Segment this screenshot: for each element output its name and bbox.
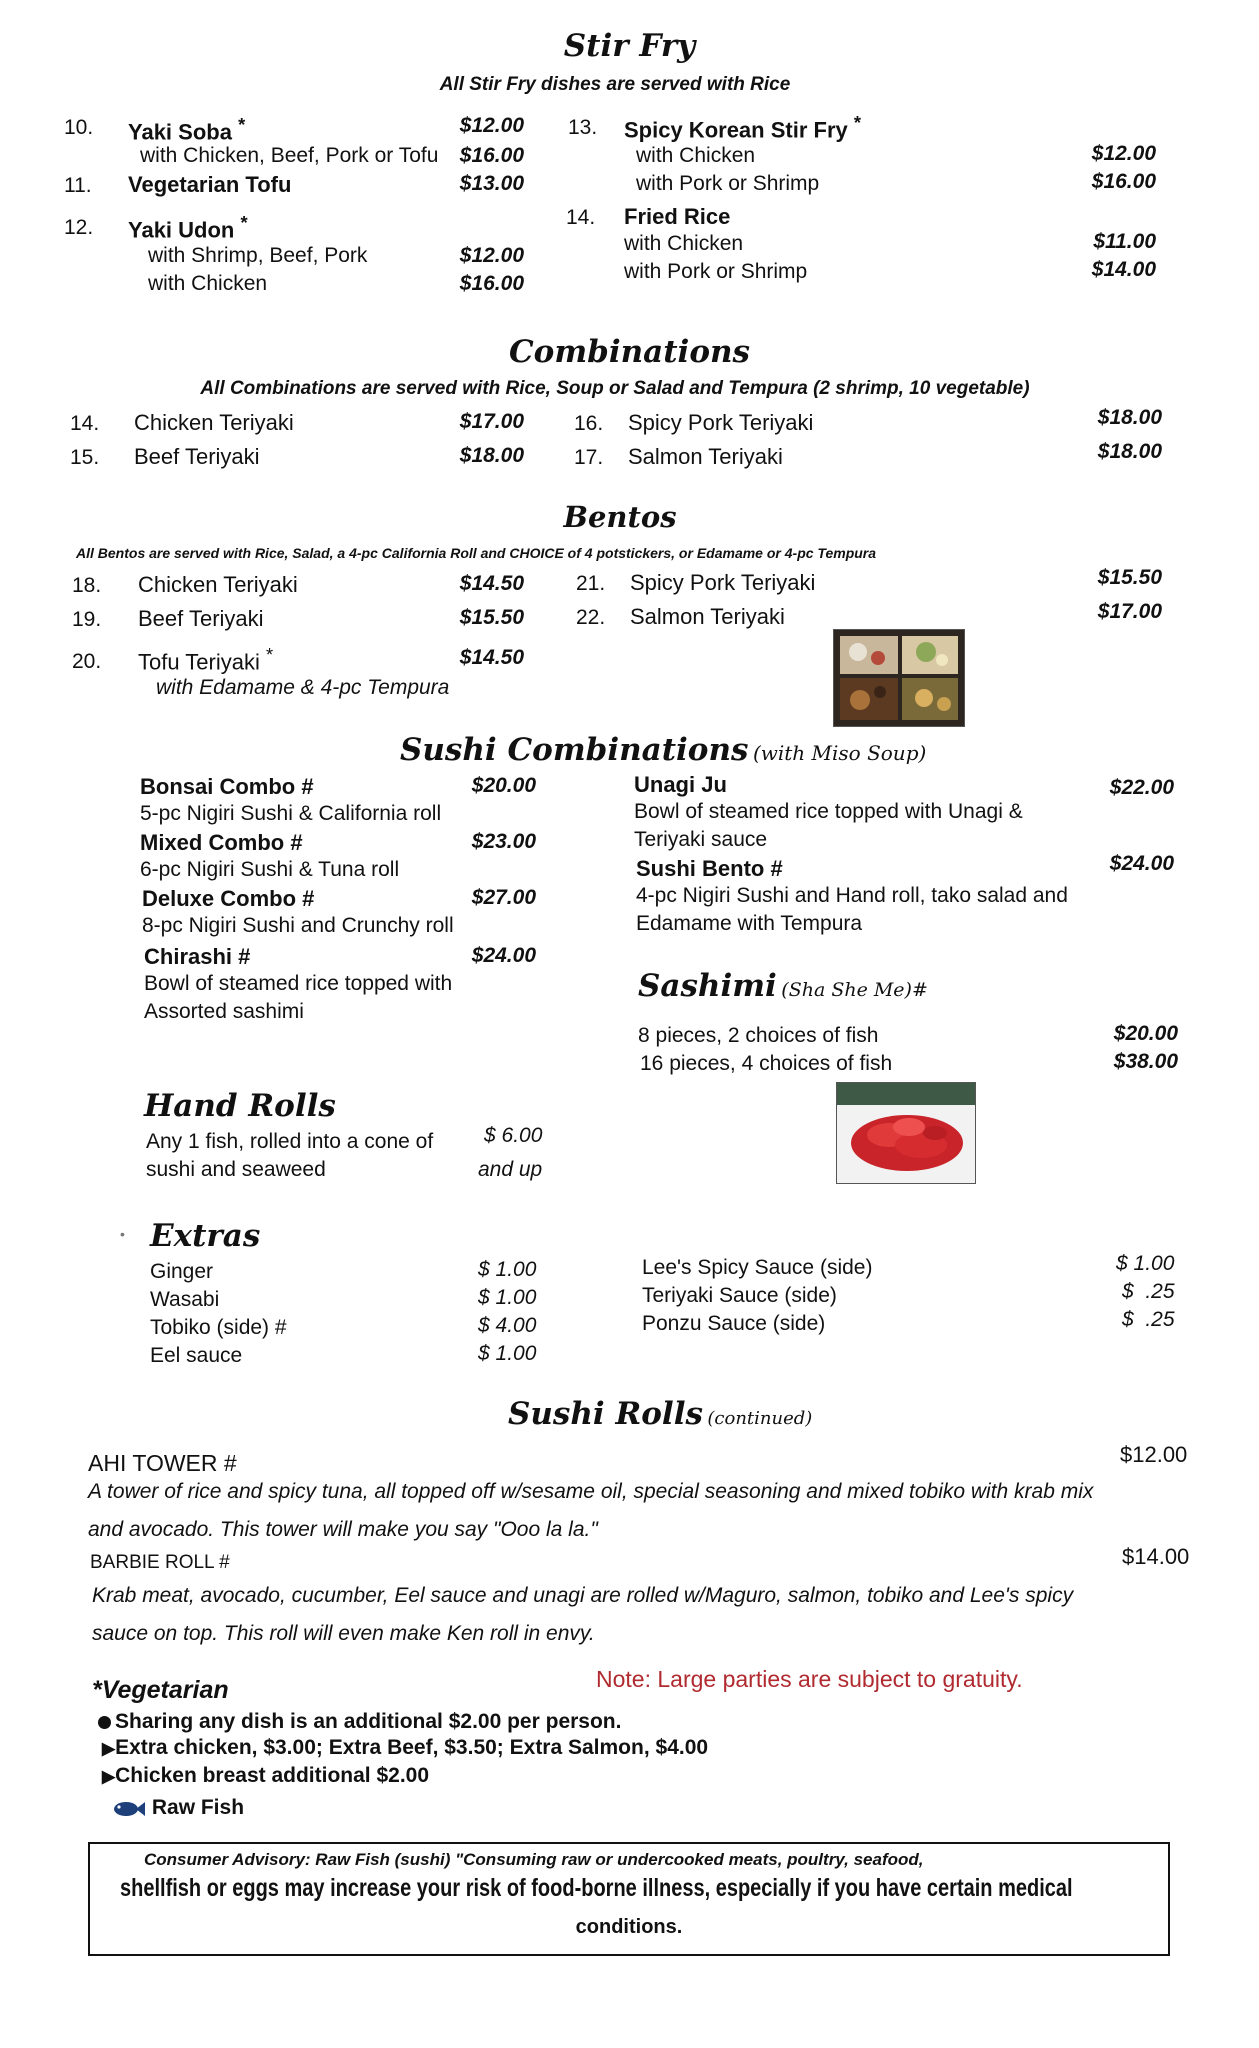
item-description: 4-pc Nigiri Sushi and Hand roll, tako salad and bbox=[636, 884, 1068, 907]
item-price: $12.00 bbox=[459, 244, 524, 267]
sushi-combinations-title: Sushi Combinations bbox=[400, 732, 749, 768]
stir-fry-title: Stir Fry bbox=[563, 28, 696, 64]
bento-salmon-teriyaki: Salmon Teriyaki bbox=[630, 604, 785, 629]
item-option: with Chicken bbox=[636, 144, 756, 167]
extra-item: Tobiko (side) # bbox=[150, 1316, 287, 1339]
extras-title: Extras bbox=[150, 1218, 261, 1254]
extra-price: $ 1.00 bbox=[478, 1286, 537, 1309]
item-number: 17. bbox=[574, 446, 604, 469]
item-price: $12.00 bbox=[1091, 142, 1156, 165]
bento-tofu-teriyaki: Tofu Teriyaki * bbox=[138, 644, 274, 675]
combo-salmon-teriyaki: Salmon Teriyaki bbox=[628, 444, 783, 469]
item-price: $38.00 bbox=[1113, 1050, 1178, 1073]
hand-rolls-description: sushi and seaweed bbox=[146, 1158, 326, 1181]
item-price: $16.00 bbox=[459, 144, 524, 167]
sashimi-title: Sashimi bbox=[638, 968, 777, 1004]
mixed-combo-name: Mixed Combo # bbox=[140, 830, 303, 855]
fried-rice-name: Fried Rice bbox=[624, 204, 731, 229]
bento-chicken-teriyaki: Chicken Teriyaki bbox=[138, 572, 298, 597]
item-price: $24.00 bbox=[471, 944, 536, 967]
extra-item: Lee's Spicy Sauce (side) bbox=[642, 1256, 873, 1279]
item-description: sauce on top. This roll will even make Ken roll in envy. bbox=[92, 1622, 595, 1645]
item-description: 8-pc Nigiri Sushi and Crunchy roll bbox=[142, 914, 454, 937]
item-price: $13.00 bbox=[459, 172, 524, 195]
item-description: 6-pc Nigiri Sushi & Tuna roll bbox=[140, 858, 400, 881]
item-number: 16. bbox=[574, 412, 604, 435]
deluxe-combo-name: Deluxe Combo # bbox=[142, 886, 315, 911]
sushi-rolls-heading bbox=[508, 1396, 812, 1432]
barbie-roll-name: BARBIE ROLL # bbox=[90, 1552, 230, 1573]
item-price: $17.00 bbox=[1097, 600, 1162, 623]
extra-item: Wasabi bbox=[150, 1288, 220, 1311]
bento-spicy-pork-teriyaki: Spicy Pork Teriyaki bbox=[630, 570, 816, 595]
arrow-bullet-icon: ▶ bbox=[102, 1739, 116, 1758]
sashimi-photo bbox=[836, 1082, 976, 1184]
extra-price: $ .25 bbox=[1122, 1308, 1175, 1331]
combo-beef-teriyaki: Beef Teriyaki bbox=[134, 444, 260, 469]
item-number: 20. bbox=[72, 650, 102, 673]
item-number: 15. bbox=[70, 446, 100, 469]
extra-price: $ 1.00 bbox=[478, 1258, 537, 1281]
advisory-line-2: shellfish or eggs may increase your risk of food-borne illness, especially if you have certain medical bbox=[120, 1874, 1073, 1902]
item-price: $14.50 bbox=[459, 646, 524, 669]
extra-item: Eel sauce bbox=[150, 1344, 243, 1367]
raw-fish-legend: Raw Fish bbox=[112, 1796, 244, 1820]
bento-beef-teriyaki: Beef Teriyaki bbox=[138, 606, 264, 631]
item-description: Bowl of steamed rice topped with Unagi & bbox=[634, 800, 1023, 823]
item-price: $12.00 bbox=[459, 114, 524, 137]
item-price: $22.00 bbox=[1109, 776, 1174, 799]
item-price: $20.00 bbox=[1113, 1022, 1178, 1045]
consumer-advisory-box bbox=[88, 1842, 1170, 1956]
sushi-bento-name: Sushi Bento # bbox=[636, 856, 783, 881]
item-option: with Chicken, Beef, Pork or Tofu bbox=[140, 144, 439, 167]
item-description: Assorted sashimi bbox=[144, 1000, 304, 1023]
vegetarian-tofu-name: Vegetarian Tofu bbox=[128, 172, 292, 197]
sashimi-option: 8 pieces, 2 choices of fish bbox=[638, 1024, 879, 1047]
hand-rolls-price: $ 6.00 bbox=[484, 1124, 543, 1147]
item-number: 13. bbox=[568, 116, 598, 139]
item-description: Edamame with Tempura bbox=[636, 912, 863, 935]
yaki-soba-name: Yaki Soba * bbox=[128, 114, 246, 145]
item-option: with Shrimp, Beef, Pork bbox=[148, 244, 368, 267]
extra-protein-note: ▶Extra chicken, $3.00; Extra Beef, $3.50; Extra Salmon, $4.00 bbox=[102, 1736, 709, 1759]
bullet-icon bbox=[98, 1716, 111, 1729]
item-price: $14.00 bbox=[1122, 1544, 1190, 1569]
item-option: with Pork or Shrimp bbox=[636, 172, 820, 195]
item-number: 18. bbox=[72, 574, 102, 597]
item-option: with Edamame & 4-pc Tempura bbox=[156, 676, 450, 699]
item-price: $18.00 bbox=[1097, 440, 1162, 463]
item-description: Teriyaki sauce bbox=[634, 828, 768, 851]
chicken-breast-note: ▶Chicken breast additional $2.00 bbox=[102, 1764, 430, 1787]
item-price: $16.00 bbox=[1091, 170, 1156, 193]
sharing-note: Sharing any dish is an additional $2.00 per person. bbox=[98, 1710, 621, 1734]
extra-price: $ 1.00 bbox=[478, 1342, 537, 1365]
item-number: 21. bbox=[576, 572, 606, 595]
bullet-dot: • bbox=[120, 1226, 125, 1242]
item-description: 5-pc Nigiri Sushi & California roll bbox=[140, 802, 442, 825]
sashimi-heading bbox=[638, 968, 928, 1004]
item-description: and avocado. This tower will make you say "Ooo la la." bbox=[88, 1518, 598, 1541]
item-price: $20.00 bbox=[471, 774, 536, 797]
fish-icon bbox=[112, 1798, 146, 1818]
item-description: A tower of rice and spicy tuna, all topped off w/sesame oil, special seasoning and mixed tobiko with krab mix bbox=[88, 1480, 1094, 1503]
extra-price: $ .25 bbox=[1122, 1280, 1175, 1303]
item-price: $11.00 bbox=[1093, 230, 1156, 253]
item-description: Krab meat, avocado, cucumber, Eel sauce and unagi are rolled w/Maguro, salmon, tobiko and Lee's spicy bbox=[92, 1584, 1074, 1607]
combinations-subtitle: All Combinations are served with Rice, Soup or Salad and Tempura (2 shrimp, 10 vegetable) bbox=[200, 378, 1030, 399]
item-number: 19. bbox=[72, 608, 102, 631]
hand-rolls-description: Any 1 fish, rolled into a cone of bbox=[146, 1130, 434, 1153]
item-number: 11. bbox=[64, 174, 92, 197]
sushi-combinations-note: (with Miso Soup) bbox=[752, 741, 927, 765]
item-number: 14. bbox=[70, 412, 100, 435]
combo-chicken-teriyaki: Chicken Teriyaki bbox=[134, 410, 294, 435]
item-price: $15.50 bbox=[1097, 566, 1162, 589]
item-price: $17.00 bbox=[459, 410, 524, 433]
combinations-title: Combinations bbox=[509, 334, 750, 370]
item-option: with Chicken bbox=[624, 232, 744, 255]
item-price: $12.00 bbox=[1120, 1442, 1188, 1467]
sushi-rolls-note: (continued) bbox=[707, 1408, 813, 1429]
item-price: $24.00 bbox=[1109, 852, 1174, 875]
yaki-udon-name: Yaki Udon * bbox=[128, 212, 248, 243]
item-price: $16.00 bbox=[459, 272, 524, 295]
item-price: $18.00 bbox=[459, 444, 524, 467]
item-price: $23.00 bbox=[471, 830, 536, 853]
sushi-combinations-heading bbox=[400, 732, 926, 768]
sashimi-option: 16 pieces, 4 choices of fish bbox=[640, 1052, 893, 1075]
extra-item: Ponzu Sauce (side) bbox=[642, 1312, 826, 1335]
sushi-rolls-title: Sushi Rolls bbox=[508, 1396, 703, 1432]
vegetarian-legend: *Vegetarian bbox=[92, 1676, 229, 1704]
bento-box-photo bbox=[833, 629, 965, 727]
extra-price: $ 1.00 bbox=[1116, 1252, 1175, 1275]
item-option: with Pork or Shrimp bbox=[624, 260, 808, 283]
gratuity-note: Note: Large parties are subject to gratuity. bbox=[596, 1666, 1023, 1692]
spicy-korean-stir-fry-name: Spicy Korean Stir Fry * bbox=[624, 112, 862, 143]
item-price: $14.50 bbox=[459, 572, 524, 595]
arrow-bullet-icon: ▶ bbox=[102, 1767, 116, 1786]
extra-item: Ginger bbox=[150, 1260, 214, 1283]
extra-item: Teriyaki Sauce (side) bbox=[642, 1284, 837, 1307]
item-price: $18.00 bbox=[1097, 406, 1162, 429]
item-price: $27.00 bbox=[471, 886, 536, 909]
item-option: with Chicken bbox=[148, 272, 268, 295]
hand-rolls-title: Hand Rolls bbox=[144, 1088, 336, 1124]
bentos-subtitle: All Bentos are served with Rice, Salad, a 4-pc California Roll and CHOICE of 4 potstickers, or Edamame or 4-pc Tempura bbox=[76, 545, 877, 561]
sashimi-note: (Sha She Me)# bbox=[781, 979, 928, 1001]
item-number: 14. bbox=[566, 206, 596, 229]
bonsai-combo-name: Bonsai Combo # bbox=[140, 774, 314, 799]
extra-price: $ 4.00 bbox=[478, 1314, 537, 1337]
unagi-ju-name: Unagi Ju bbox=[634, 772, 727, 797]
chirashi-name: Chirashi # bbox=[144, 944, 251, 969]
ahi-tower-name: AHI TOWER # bbox=[88, 1450, 237, 1476]
item-price: $15.50 bbox=[459, 606, 524, 629]
hand-rolls-price-note: and up bbox=[478, 1158, 543, 1181]
item-number: 22. bbox=[576, 606, 606, 629]
stir-fry-subtitle: All Stir Fry dishes are served with Rice bbox=[439, 74, 791, 95]
item-description: Bowl of steamed rice topped with bbox=[144, 972, 453, 995]
item-number: 12. bbox=[64, 216, 94, 239]
combo-spicy-pork-teriyaki: Spicy Pork Teriyaki bbox=[628, 410, 814, 435]
advisory-line-1: Consumer Advisory: Raw Fish (sushi) "Consuming raw or undercooked meats, poultry, seafood, bbox=[144, 1850, 924, 1869]
bentos-title: Bentos bbox=[563, 500, 677, 534]
advisory-line-3: conditions. bbox=[575, 1916, 683, 1938]
item-number: 10. bbox=[64, 116, 94, 139]
item-price: $14.00 bbox=[1091, 258, 1156, 281]
